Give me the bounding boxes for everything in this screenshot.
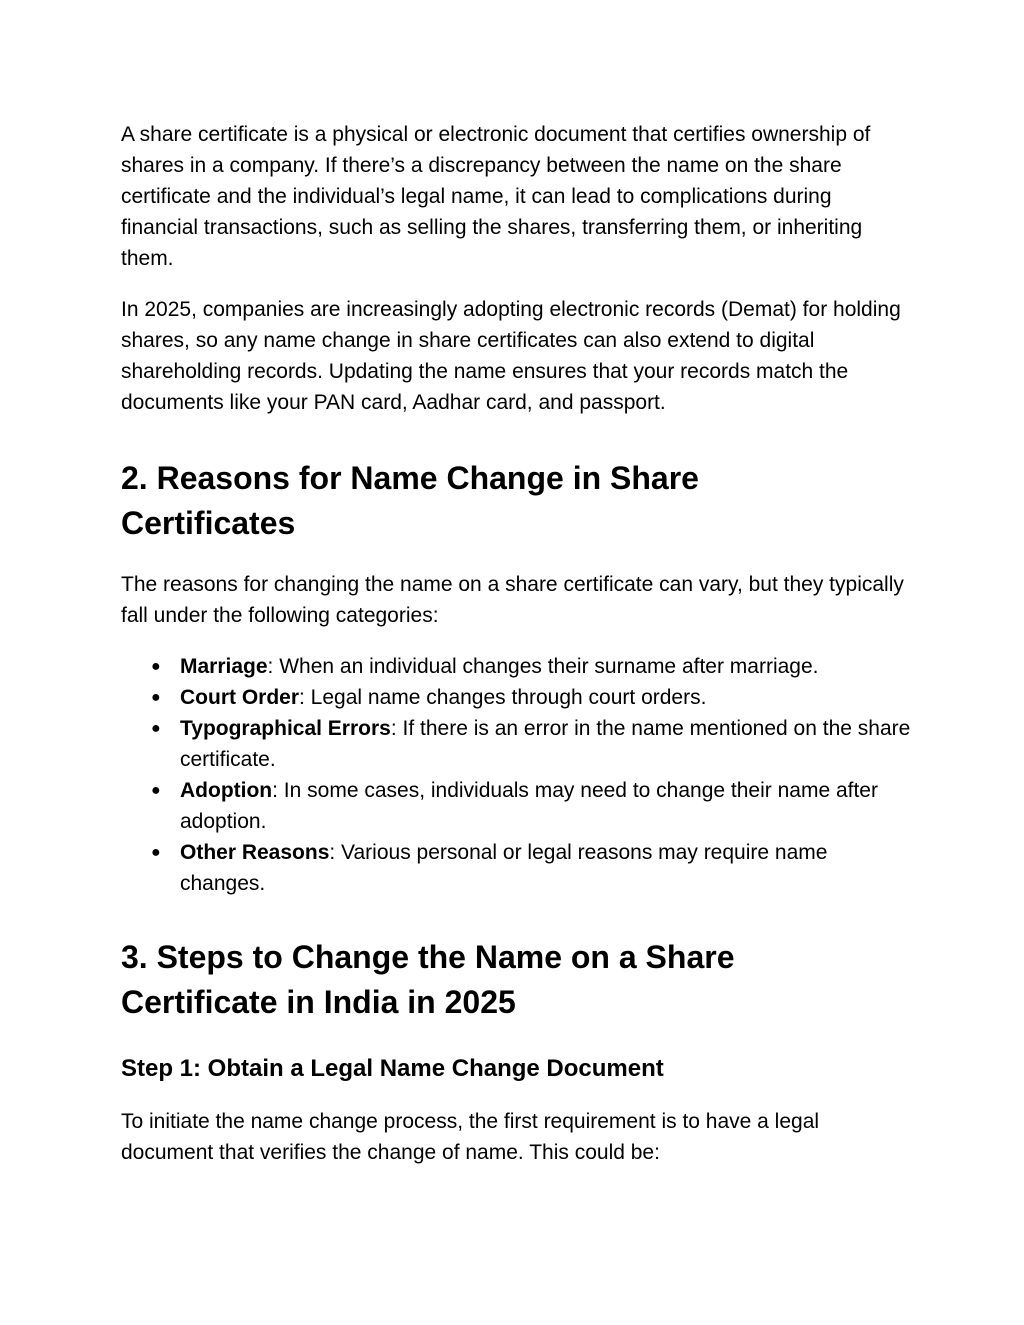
- step-1-heading: Step 1: Obtain a Legal Name Change Document: [121, 1055, 664, 1082]
- section-3-heading: 3. Steps to Change the Name on a Share Certificate in India in 2025: [121, 939, 735, 1020]
- bullet-icon: ●: [151, 720, 161, 737]
- reason-term: Marriage: [180, 655, 268, 678]
- list-item: [121, 651, 911, 682]
- intro-paragraph-2: In 2025, companies are increasingly adopting electronic records (Demat) for holding shares, so any name change in share certificates can also extend to digital shareholding records. Updating the name ensures that your records match the documents like your PAN card, Aadhar card, and passport.: [121, 298, 901, 414]
- reason-desc: : In some cases, individuals may need to change their name after adoption.: [180, 779, 878, 833]
- list-item: [121, 713, 911, 775]
- reason-desc: : Various personal or legal reasons may require name changes.: [180, 841, 828, 895]
- step-1-text: To initiate the name change process, the first requirement is to have a legal document that verifies the change of name. This could be:: [121, 1110, 820, 1164]
- bullet-icon: ●: [151, 689, 161, 706]
- list-item: [121, 682, 911, 713]
- reason-term: Adoption: [180, 779, 273, 802]
- reason-term: Court Order: [180, 686, 300, 709]
- reason-term: Typographical Errors: [180, 717, 391, 740]
- reason-desc: : Legal name changes through court orders.: [299, 686, 707, 709]
- section-2-intro: The reasons for changing the name on a share certificate can vary, but they typically fall under the following categories:: [121, 573, 904, 627]
- list-item: [121, 775, 911, 837]
- bullet-icon: ●: [151, 658, 161, 675]
- bullet-icon: ●: [151, 844, 161, 861]
- reason-desc: : If there is an error in the name mentioned on the share certificate.: [180, 717, 911, 771]
- intro-paragraph-1: A share certificate is a physical or electronic document that certifies ownership of shares in a company. If there’s a discrepancy between the name on the share certificate and the individual’s legal name, it can lead to complications during financial transactions, such as selling the shares, transferring them, or inheriting them.: [121, 123, 871, 270]
- list-item: [121, 837, 911, 899]
- reason-desc: : When an individual changes their surname after marriage.: [267, 655, 819, 678]
- reason-term: Other Reasons: [180, 841, 330, 864]
- reasons-list: [121, 651, 911, 899]
- document-page: [121, 119, 911, 1168]
- section-2-heading: 2. Reasons for Name Change in Share Certificates: [121, 460, 699, 541]
- bullet-icon: ●: [151, 782, 161, 799]
